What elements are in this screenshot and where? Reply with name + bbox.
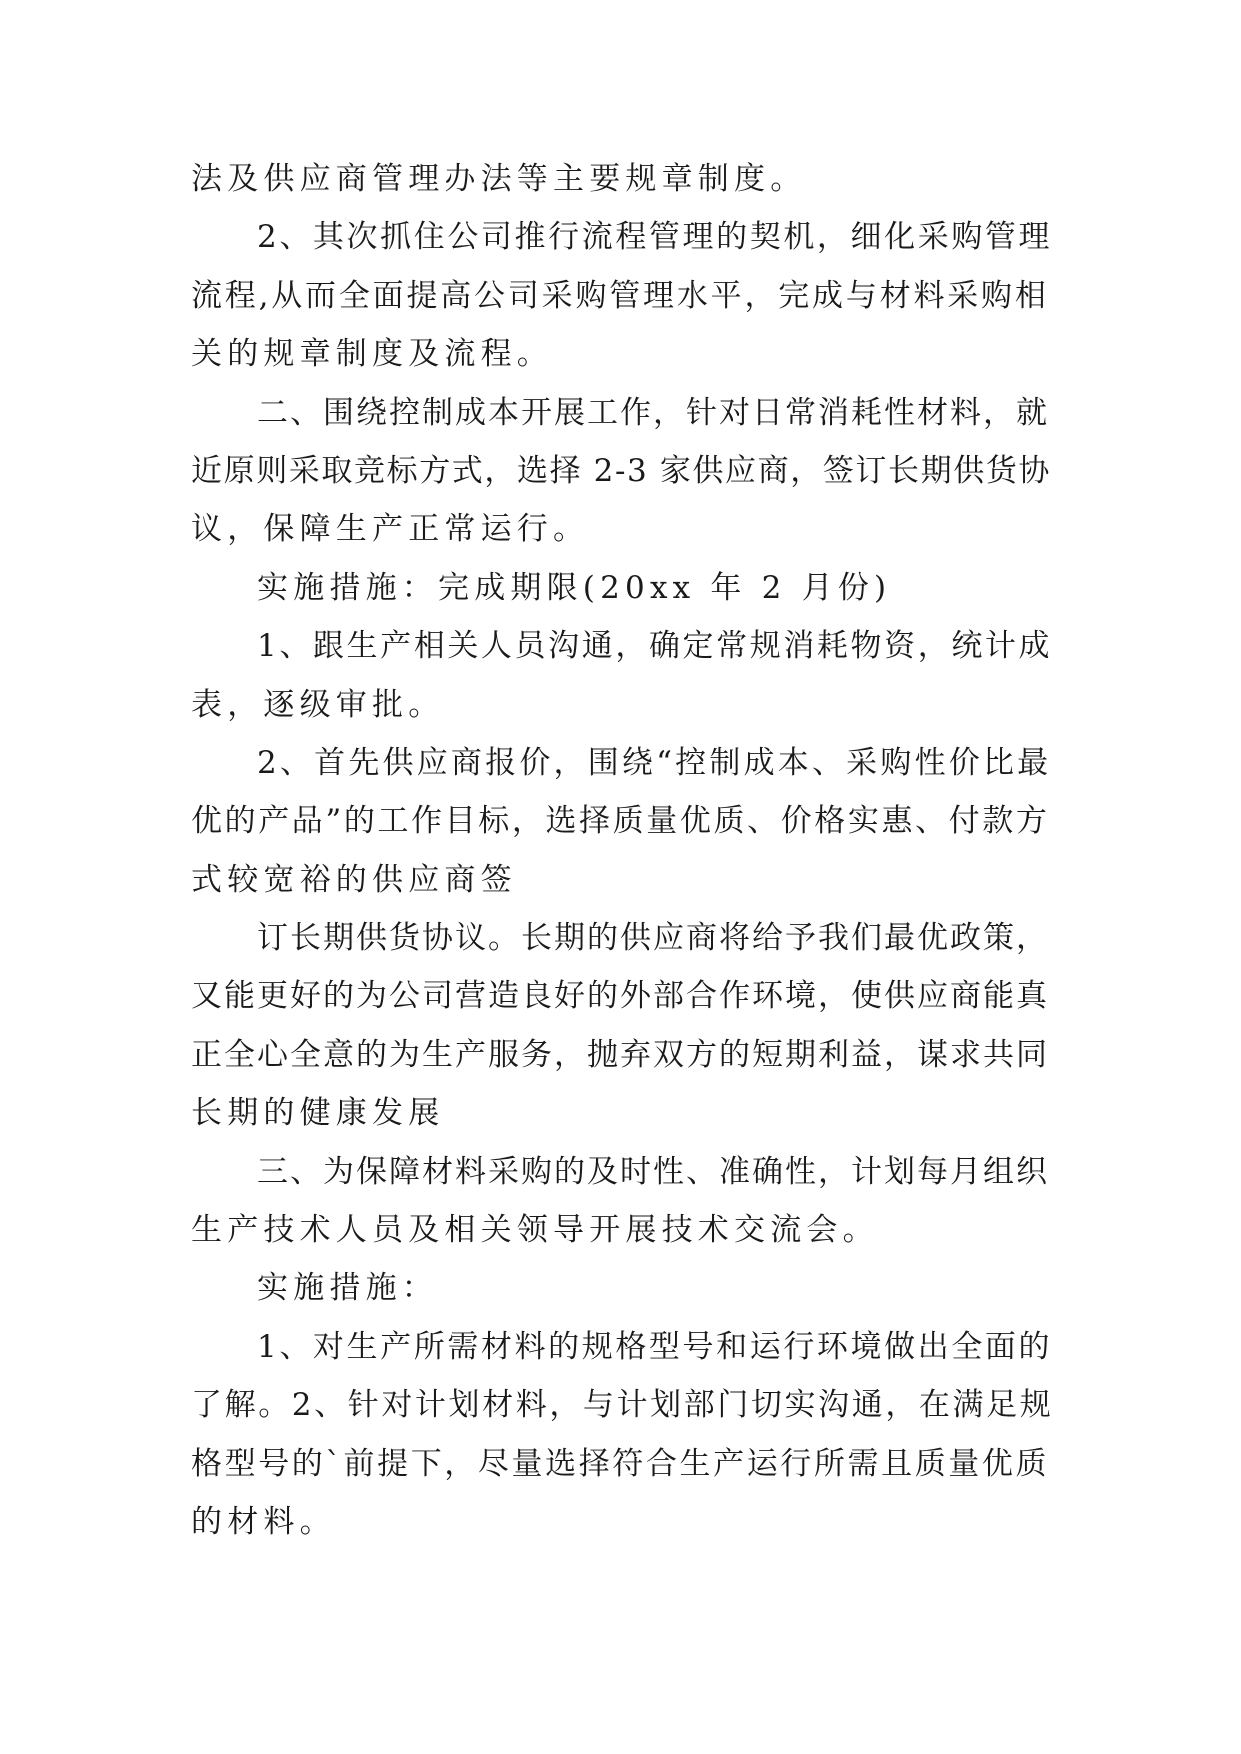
text-line: 的材料。 [191,1503,336,1540]
text-line: 1、对生产所需材料的规格型号和运行环境做出全面的 [257,1328,1053,1365]
text-line: 长期的健康发展 [191,1095,445,1132]
text-line: 2、其次抓住公司推行流程管理的契机，细化采购管理 [257,219,1053,256]
text-line: 2、首先供应商报价，围绕“控制成本、采购性价比最 [257,744,1052,781]
text-line: 实施措施：完成期限(20xx 年 2 月份) [257,569,892,606]
text-line: 1、跟生产相关人员沟通，确定常规消耗物资，统计成 [257,628,1053,665]
text-line: 式较宽裕的供应商签 [191,861,517,898]
text-line: 订长期供货协议。长期的供应商将给予我们最优政策， [257,920,1049,957]
text-line: 议，保障生产正常运行。 [191,511,590,548]
document-body [191,150,1053,1551]
text-line: 近原则采取竞标方式，选择 2-3 家供应商，签订长期供货协 [191,452,1052,489]
text-line: 表，逐级审批。 [191,686,445,723]
text-line: 优的产品”的工作目标，选择质量优质、价格实惠、付款方 [191,803,1050,840]
text-line: 法及供应商管理办法等主要规章制度。 [191,161,807,197]
text-line: 正全心全意的为生产服务，抛弃双方的短期利益，谋求共同 [191,1036,1049,1073]
text-line: 二、围绕控制成本开展工作，针对日常消耗性材料，就 [257,394,1049,431]
text-line: 关的规章制度及流程。 [191,336,553,373]
text-line: 了解。2、针对计划材料，与计划部门切实沟通，在满足规 [191,1387,1054,1424]
text-line: 又能更好的为公司营造良好的外部合作环境，使供应商能真 [191,978,1049,1015]
text-line: 生产技术人员及相关领导开展技术交流会。 [191,1212,879,1249]
text-line: 格型号的`前提下，尽量选择符合生产运行所需且质量优质 [191,1445,1050,1482]
text-line: 三、为保障材料采购的及时性、准确性，计划每月组织 [257,1153,1049,1190]
text-line: 实施措施： [257,1270,438,1307]
text-line: 流程,从而全面提高公司采购管理水平，完成与材料采购相 [191,277,1049,314]
